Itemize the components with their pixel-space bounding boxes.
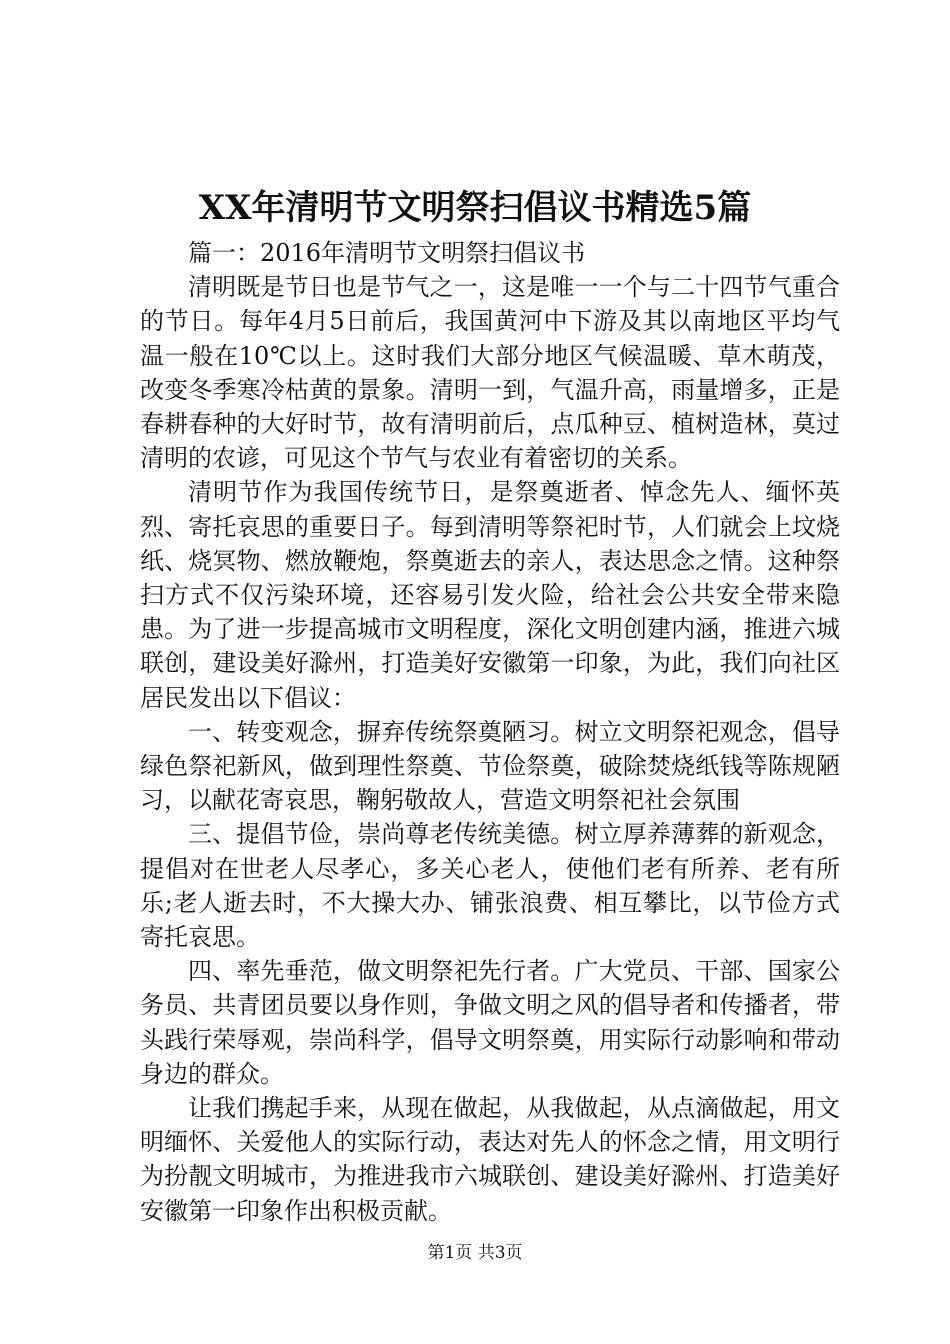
page-number: 第1页 共3页: [427, 1243, 523, 1263]
paragraph-proposal-one: 一、转变观念，摒弃传统祭奠陋习。树立文明祭祀观念，倡导绿色祭祀新风，做到理性祭奠、节俭祭奠，破除焚烧纸钱等陈规陋习，以献花寄哀思，鞠躬敬故人，营造文明祭祀社会氛围: [140, 717, 840, 815]
paragraph-intro: 清明既是节日也是节气之一，这是唯一一个与二十四节气重合的节日。每年4月5日前后，我国黄河中下游及其以南地区平均气温一般在10℃以上。这时我们大部分地区气候温暖、草木萌茂，改变冬季寒冷枯黄的景象。清明一到，气温升高，雨量增多，正是春耕春种的大好时节，故有清明前后，点瓜种豆、植树造林，莫过清明的农谚，可见这个节气与农业有着密切的关系。: [140, 273, 840, 473]
document-title: XX年清明节文明祭扫倡议书精选5篇: [198, 188, 752, 228]
paragraph-background: 清明节作为我国传统节日，是祭奠逝者、悼念先人、缅怀英烈、寄托哀思的重要日子。每到清明等祭祀时节，人们就会上坟烧纸、烧冥物、燃放鞭炮，祭奠逝去的亲人，表达思念之情。这种祭扫方式不仅污染环境，还容易引发火险，给社会公共安全带来隐患。为了进一步提高城市文明程度，深化文明创建内涵，推进六城联创，建设美好滁州，打造美好安徽第一印象，为此，我们向社区居民发出以下倡议：: [140, 478, 840, 712]
paragraph-proposal-four: 四、率先垂范，做文明祭祀先行者。广大党员、干部、国家公务员、共青团员要以身作则，争做文明之风的倡导者和传播者，带头践行荣辱观，崇尚科学，倡导文明祭奠，用实际行动影响和带动身边的群众。: [140, 957, 840, 1088]
paragraph-closing: 让我们携起手来，从现在做起，从我做起，从点滴做起，用文明缅怀、关爱他人的实际行动，表达对先人的怀念之情，用文明行为扮靓文明城市，为推进我市六城联创、建设美好滁州、打造美好安徽第一印象作出积极贡献。: [140, 1094, 840, 1225]
document-body: [140, 236, 840, 1228]
paragraph-proposal-three: 三、提倡节俭，崇尚尊老传统美德。树立厚养薄葬的新观念，提倡对在世老人尽孝心，多关心老人，使他们老有所养、老有所乐;老人逝去时，不大操大办、铺张浪费、相互攀比，以节俭方式寄托哀思。: [140, 820, 840, 952]
section-heading: 篇一：2016年清明节文明祭扫倡议书: [188, 239, 586, 267]
